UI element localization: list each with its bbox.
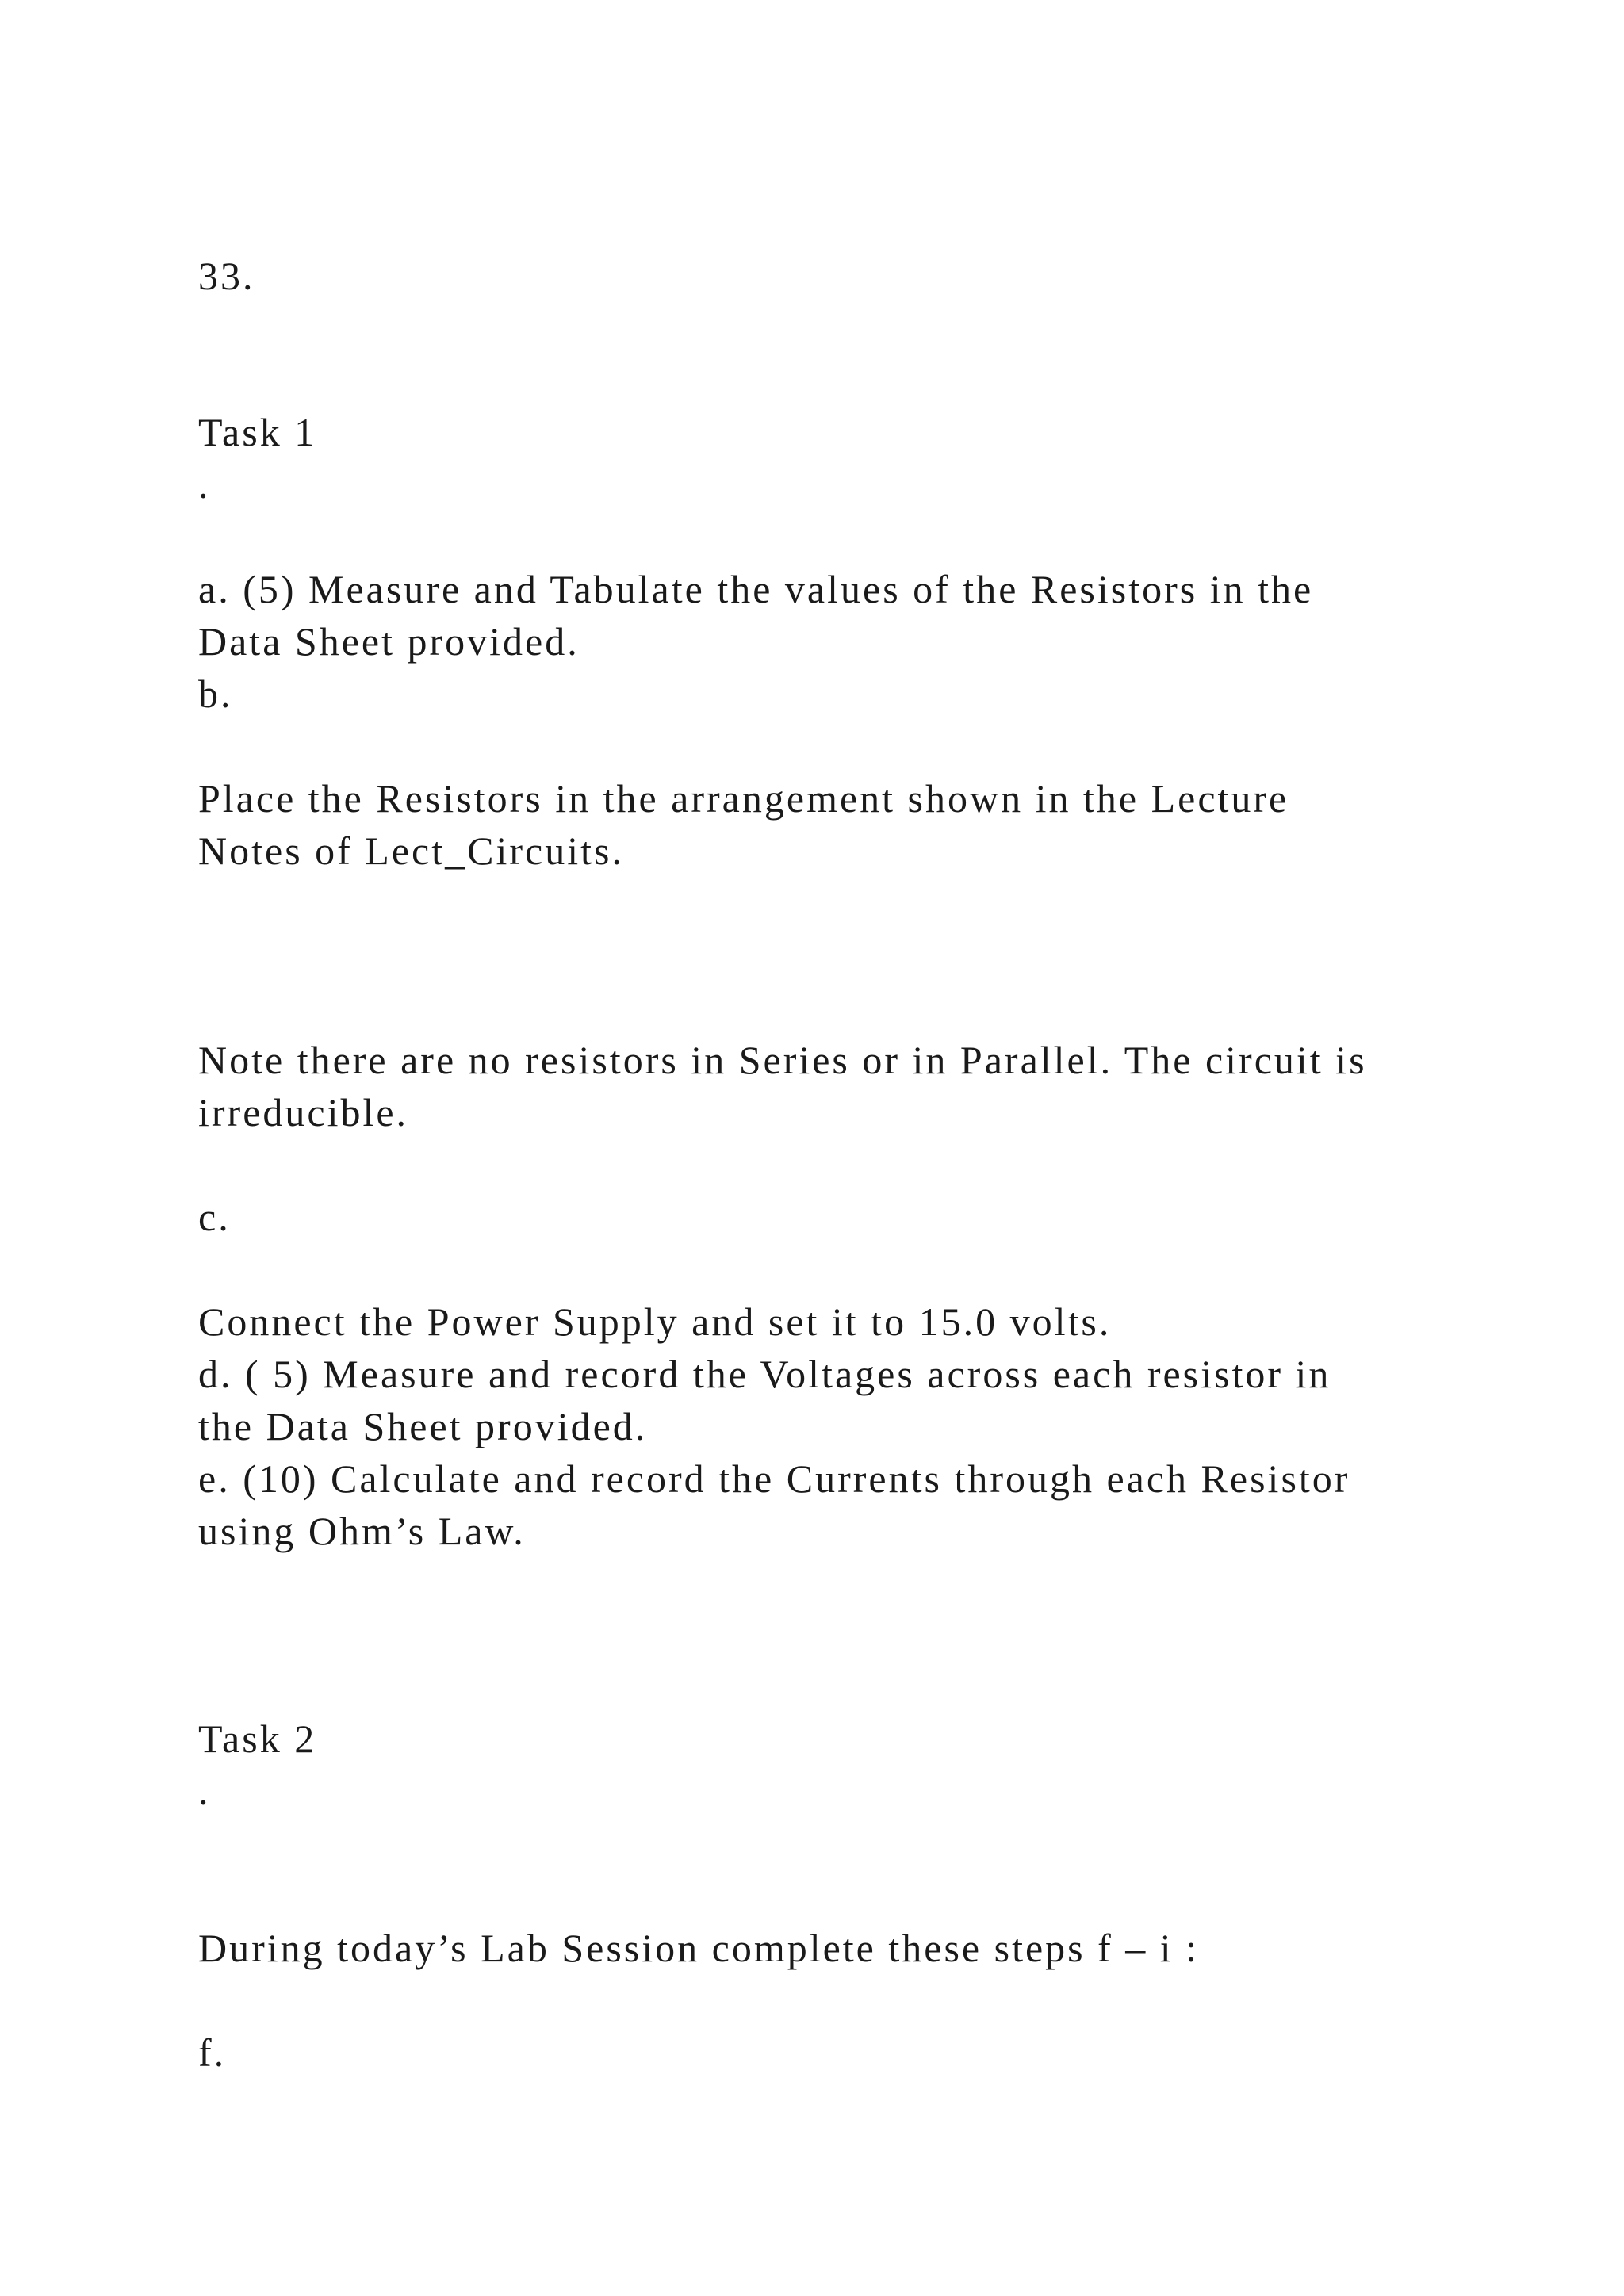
step-d-line-1: d. ( 5) Measure and record the Voltages across each resistor in xyxy=(198,1352,1331,1396)
task-1-period: . xyxy=(198,462,211,507)
step-c-label: c. xyxy=(198,1195,231,1239)
item-number: 33. xyxy=(198,254,255,298)
step-b-label: b. xyxy=(198,672,233,716)
task-2-period: . xyxy=(198,1769,211,1813)
task-1-heading: Task 1 xyxy=(198,410,317,454)
note-line-2: irreducible. xyxy=(198,1090,409,1135)
step-a-line-2: Data Sheet provided. xyxy=(198,619,580,664)
step-b-line-2: Notes of Lect_Circuits. xyxy=(198,828,624,873)
step-d-line-2: the Data Sheet provided. xyxy=(198,1404,648,1448)
step-c-text: Connect the Power Supply and set it to 15.0 volts. xyxy=(198,1299,1112,1344)
task-2-heading: Task 2 xyxy=(198,1716,317,1761)
step-a-line-1: a. (5) Measure and Tabulate the values of the Resistors in the xyxy=(198,567,1314,611)
step-f-label: f. xyxy=(198,2030,227,2075)
note-line-1: Note there are no resistors in Series or in Parallel. The circuit is xyxy=(198,1038,1367,1082)
task-2-instruction: During today’s Lab Session complete these steps f – i : xyxy=(198,1926,1200,1970)
step-b-line-1: Place the Resistors in the arrangement shown in the Lecture xyxy=(198,776,1289,821)
step-e-line-2: using Ohm’s Law. xyxy=(198,1509,526,1553)
step-e-line-1: e. (10) Calculate and record the Currents through each Resistor xyxy=(198,1456,1350,1501)
